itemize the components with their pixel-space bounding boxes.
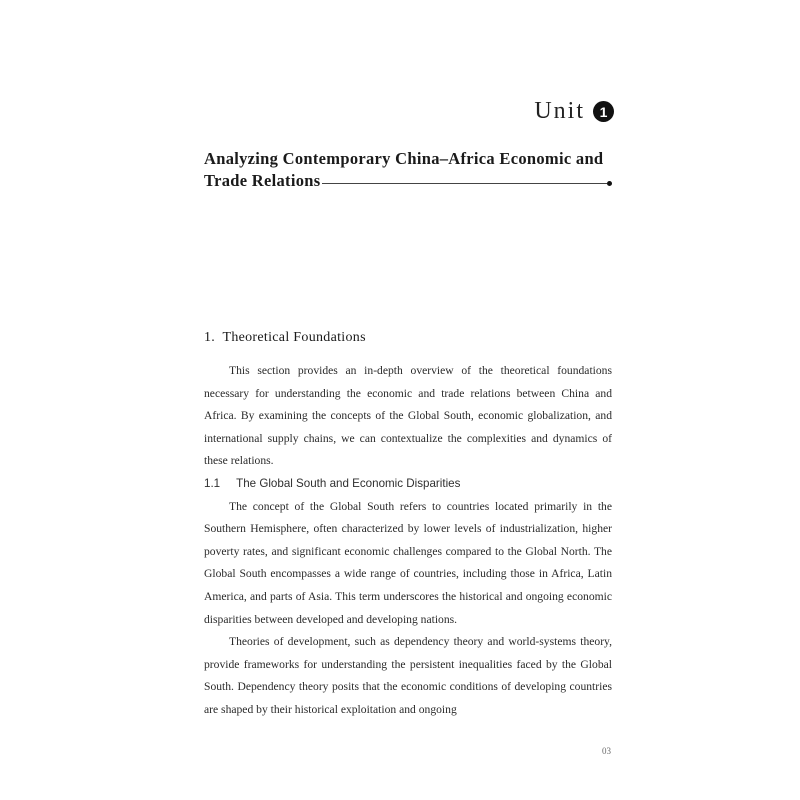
paragraph-global-south: The concept of the Global South refers to countries located primarily in the Southern Hemisphere, often characterized by lower levels of industrialization, higher poverty rates, and significant economic challenges compared to the Global North. The Global South encompasses a wide range of countries, including those in Africa, Latin America, and parts of Asia. This term underscores the historical and ongoing economic disparities between developed and developing nations. <box>204 499 612 626</box>
unit-header <box>534 98 614 125</box>
section-number: 1. <box>204 330 216 345</box>
subsection-title: The Global South and Economic Disparities <box>236 476 461 490</box>
unit-label: Unit <box>534 98 585 124</box>
paragraph-theories: Theories of development, such as dependency theory and world-systems theory, provide frameworks for understanding the persistent inequalities faced by the Global South. Dependency theory posits that the economic conditions of developing countries are shaped by their historical exploitation and ongoing <box>204 635 612 716</box>
chapter-title-line-2-row <box>204 170 612 192</box>
chapter-title <box>204 148 612 192</box>
title-rule-dot <box>607 181 612 186</box>
unit-number-badge: 1 <box>593 101 614 122</box>
section-title: Theoretical Foundations <box>222 330 366 345</box>
section-heading <box>204 330 366 346</box>
page-number: 03 <box>602 746 611 756</box>
paragraph-intro: This section provides an in-depth overview of the theoretical foundations necessary for understanding the economic and trade relations between China and Africa. By examining the concepts of the Global South, economic globalization, and international supply chains, we can contextualize the complexities and dynamics of these relations. <box>204 364 612 468</box>
title-rule-divider <box>322 183 607 184</box>
subsection-heading <box>204 473 612 496</box>
chapter-title-line-1: Analyzing Contemporary China–Africa Economic and <box>204 149 604 168</box>
body-text <box>204 360 612 722</box>
subsection-number: 1.1 <box>204 476 221 490</box>
chapter-title-line-2: Trade Relations <box>204 171 321 190</box>
